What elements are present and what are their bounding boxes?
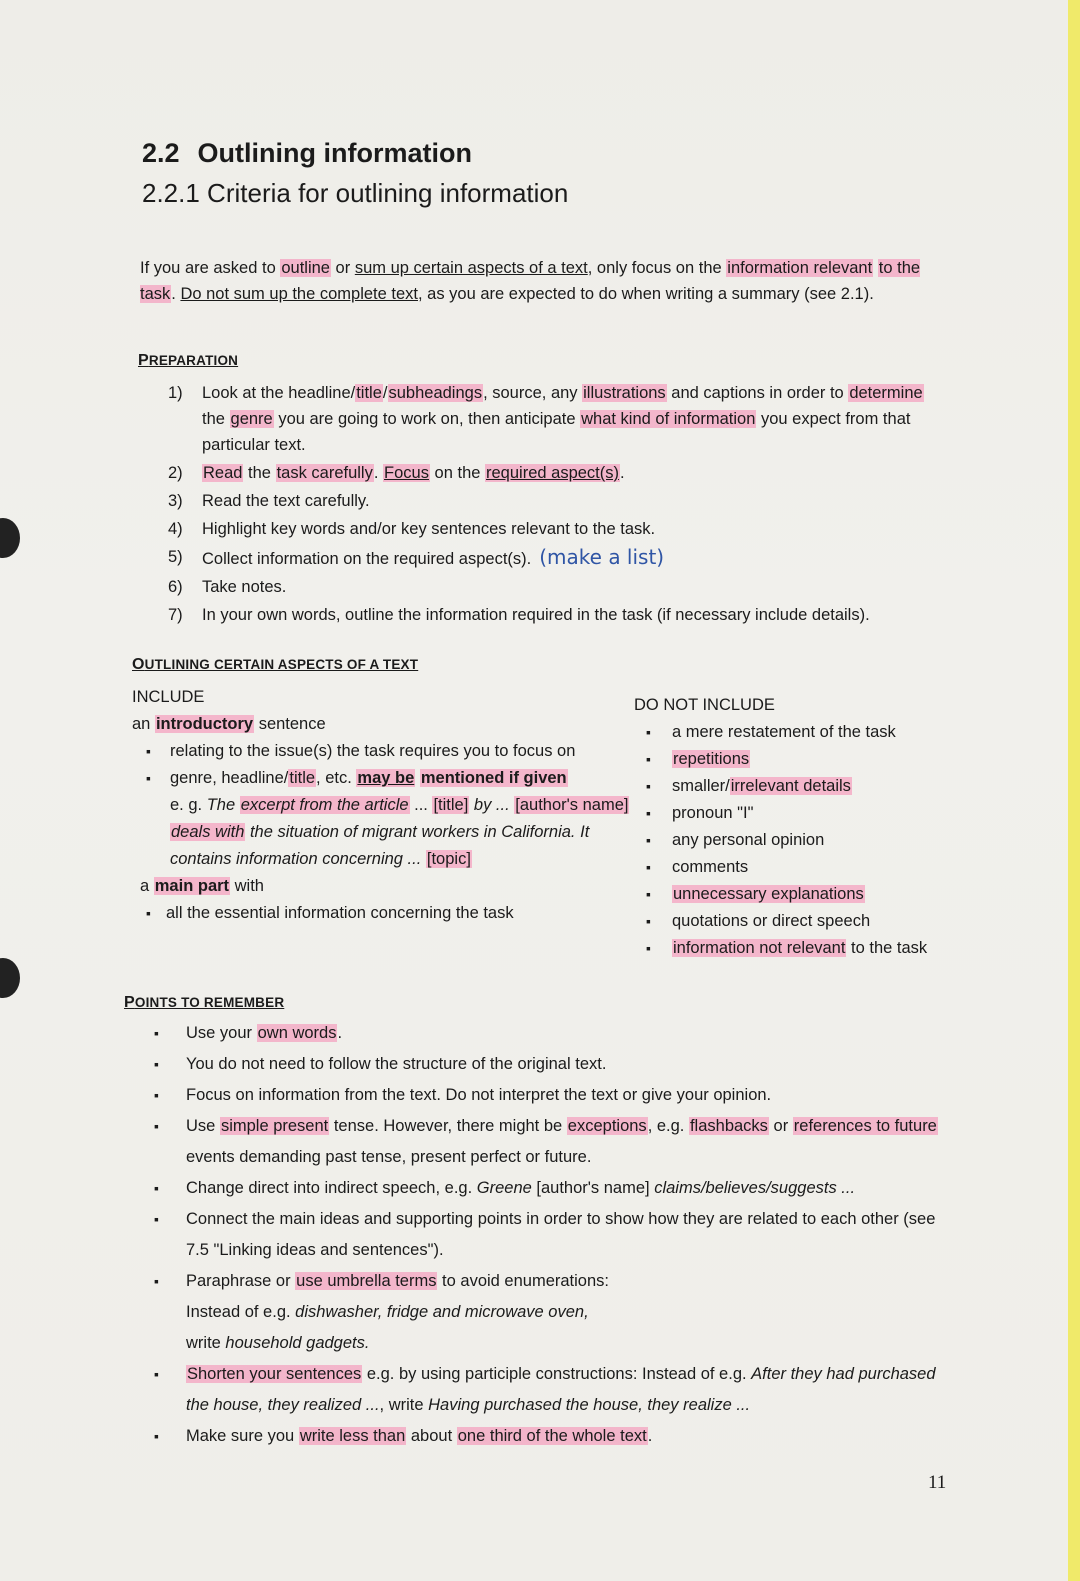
list-item: ▪ You do not need to follow the structure of the original text. <box>150 1049 950 1080</box>
list-item: ▪ pronoun "I" <box>634 800 954 827</box>
list-item: ▪ Shorten your sentences e.g. by using participle constructions: Instead of e.g. After they had purchased the house, they realized ..., write Having purchased the house, they realize ... <box>150 1359 950 1421</box>
list-item: ▪ a mere restatement of the task <box>634 719 954 746</box>
preparation-list <box>168 380 948 630</box>
main-part-line: a main part with <box>140 877 264 895</box>
list-item: ▪ all the essential information concerning the task <box>132 900 632 927</box>
subsection-heading: 2.2.1 Criteria for outlining information <box>142 178 569 208</box>
list-item: 2) Read the task carefully. Focus on the required aspect(s). <box>168 464 625 482</box>
list-item: 1) Look at the headline/title/subheadings, source, any illustrations and captions in order to determine the genre you are going to work on, then anticipate what kind of information you expect from that particular text. <box>168 384 923 454</box>
handwritten-note: (make a list) <box>539 545 665 569</box>
list-item: 6) Take notes. <box>168 578 287 596</box>
list-item: ▪ Focus on information from the text. Do not interpret the text or give your opinion. <box>150 1080 950 1111</box>
list-item: ▪ comments <box>634 854 954 881</box>
list-item: ▪ Use simple present tense. However, there might be exceptions, e.g. flashbacks or references to future events demanding past tense, present perfect or future. <box>150 1111 950 1173</box>
include-label: INCLUDE <box>132 688 205 706</box>
list-item: ▪ information not relevant to the task <box>634 935 954 962</box>
exclude-list <box>634 719 954 962</box>
preparation-heading: PREPARATION <box>138 352 239 369</box>
binder-hole <box>0 518 20 558</box>
list-item: ▪ smaller/irrelevant details <box>634 773 954 800</box>
exclude-column <box>634 692 954 962</box>
list-item: ▪ Make sure you write less than about one third of the whole text. <box>150 1421 950 1452</box>
list-item: ▪ relating to the issue(s) the task requires you to focus on <box>132 738 632 765</box>
section-title: Outlining information <box>197 138 473 168</box>
points-list <box>150 1018 950 1452</box>
list-item: ▪ repetitions <box>634 746 954 773</box>
list-item: ▪ Paraphrase or use umbrella terms to avoid enumerations: Instead of e.g. dishwasher, fridge and microwave oven, write household gadgets. <box>150 1266 950 1359</box>
example-text: e. g. The excerpt from the article ... [title] by ... [author's name] deals with the situation of migrant workers in California. It contains information concerning ... [topic] <box>170 796 629 868</box>
points-heading: POINTS TO REMEMBER <box>124 994 285 1011</box>
list-item: ▪ quotations or direct speech <box>634 908 954 935</box>
binder-hole <box>0 958 20 998</box>
list-item: 5) Collect information on the required aspect(s). (make a list) <box>168 545 665 569</box>
list-item: 3) Read the text carefully. <box>168 492 370 510</box>
section-number: 2.2 <box>142 138 180 168</box>
exclude-label: DO NOT INCLUDE <box>634 696 775 714</box>
outlining-heading: OUTLINING CERTAIN ASPECTS OF A TEXT <box>132 656 419 673</box>
include-list <box>132 738 632 792</box>
list-item: ▪ Connect the main ideas and supporting points in order to show how they are related to each other (see 7.5 "Linking ideas and sentences"). <box>150 1204 950 1266</box>
include-column <box>132 684 632 927</box>
list-item: ▪ genre, headline/title, etc. may be mentioned if given <box>132 765 632 792</box>
section-heading <box>142 138 472 169</box>
include-intro: an introductory sentence <box>132 715 326 733</box>
list-item: ▪ unnecessary explanations <box>634 881 954 908</box>
list-item: ▪ Use your own words. <box>150 1018 950 1049</box>
page-number: 11 <box>928 1472 947 1493</box>
page-edge <box>1068 0 1080 1581</box>
list-item: ▪ Change direct into indirect speech, e.g. Greene [author's name] claims/believes/suggests ... <box>150 1173 950 1204</box>
include-list-main <box>132 900 632 927</box>
intro-paragraph: If you are asked to outline or sum up certain aspects of a text, only focus on the information relevant to the task. Do not sum up the complete text, as you are expected to do when writing a summary (see 2.1). <box>140 258 921 303</box>
list-item: 7) In your own words, outline the information required in the task (if necessary include details). <box>168 606 870 624</box>
list-item: 4) Highlight key words and/or key sentences relevant to the task. <box>168 520 656 538</box>
list-item: ▪ any personal opinion <box>634 827 954 854</box>
